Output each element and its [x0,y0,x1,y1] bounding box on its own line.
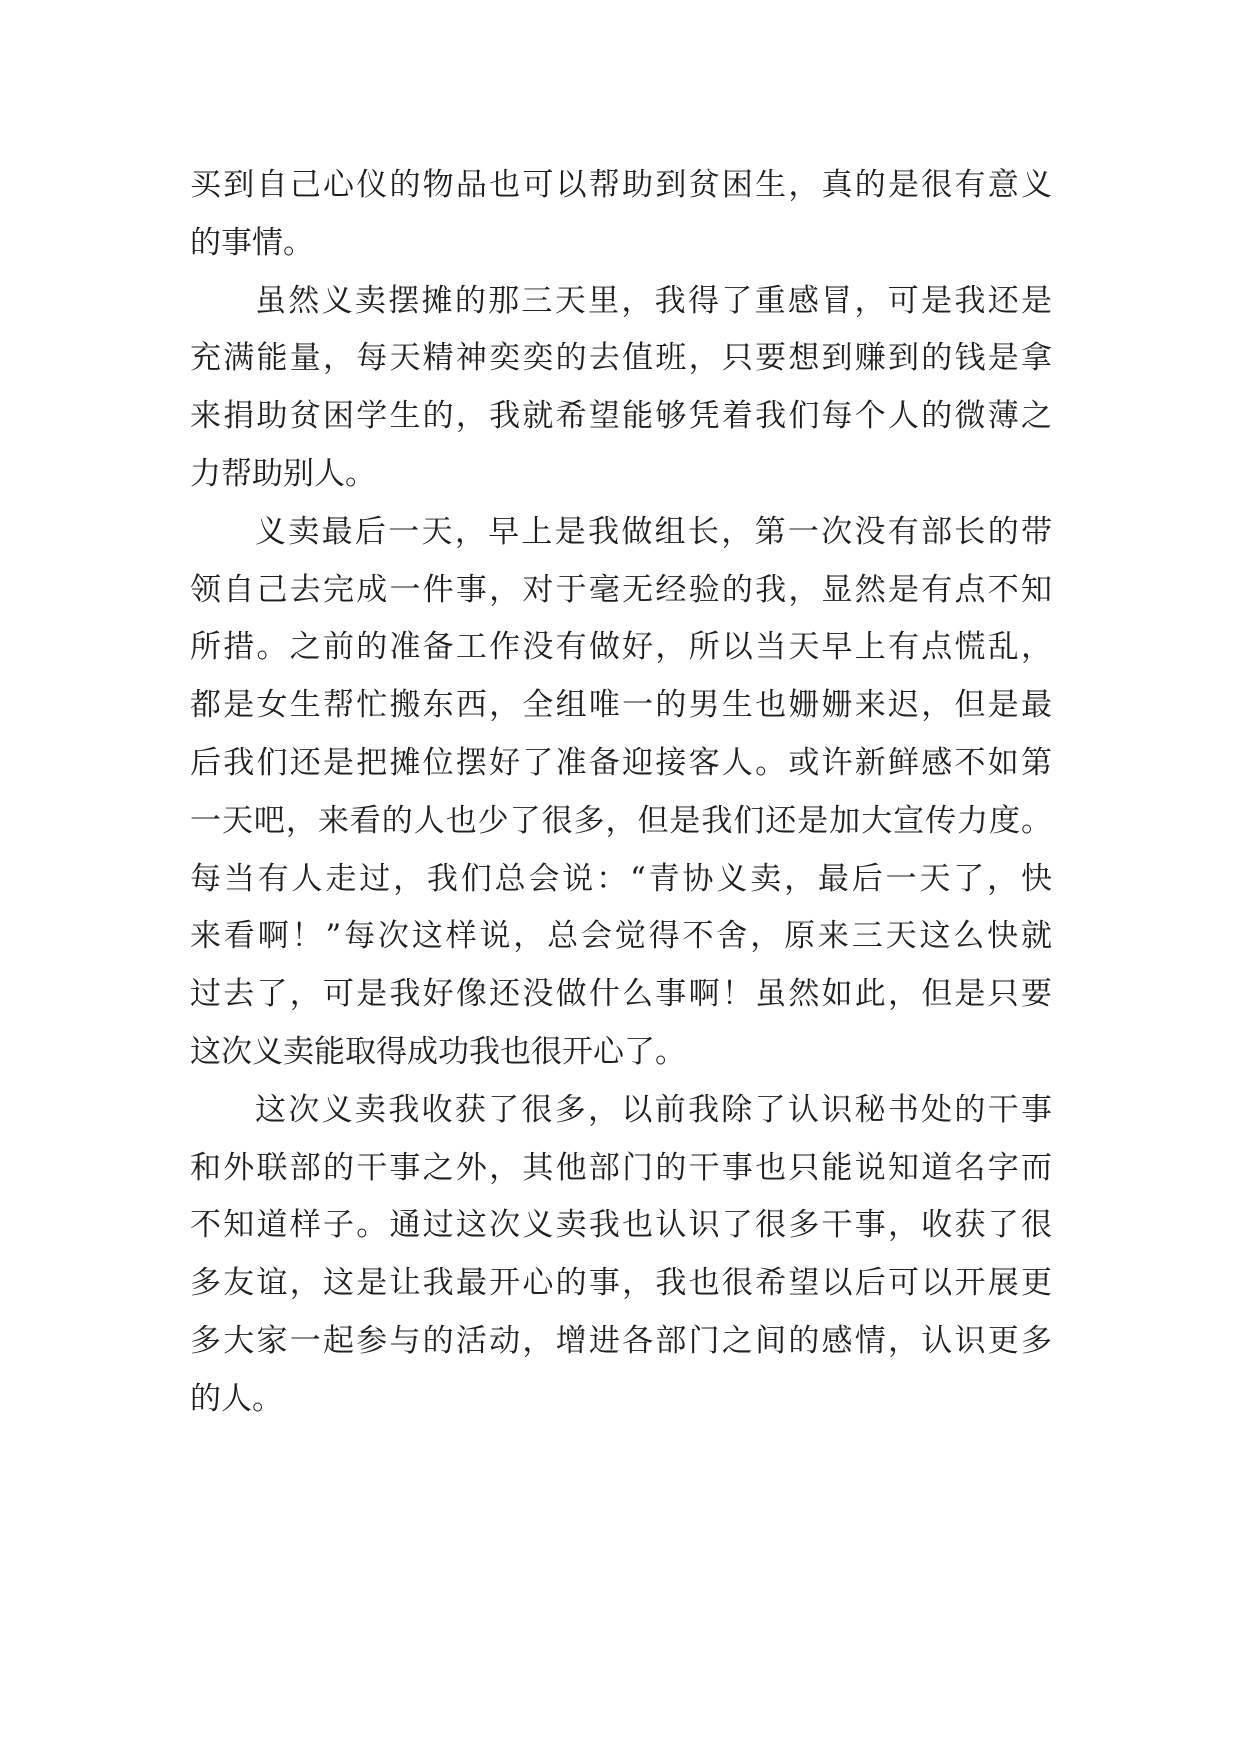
text-line: 和外联部的干事之外，其他部门的干事也只能说知道名字而 [190,1149,1052,1186]
text-line: 来捐助贫困学生的，我就希望能够凭着我们每个人的微薄之 [190,398,1052,435]
text-line: 力帮助别人。 [190,455,376,492]
text-line: 来看啊！”每次这样说，总会觉得不舍，原来三天这么快就 [190,918,1052,955]
text-line: 过去了，可是我好像还没做什么事啊！虽然如此，但是只要 [190,976,1052,1013]
paragraph-first-line: 虽然义卖摆摊的那三天里，我得了重感冒，可是我还是 [255,282,1052,319]
text-line: 一天吧，来看的人也少了很多，但是我们还是加大宣传力度。 [190,802,1052,839]
text-line: 这次义卖能取得成功我也很开心了。 [190,1033,686,1070]
text-line: 多大家一起参与的活动，增进各部门之间的感情，认识更多 [190,1322,1052,1359]
text-line: 每当有人走过，我们总会说：“青协义卖，最后一天了，快 [190,860,1052,897]
document-body [190,157,1052,1429]
text-line: 充满能量，每天精神奕奕的去值班，只要想到赚到的钱是拿 [190,340,1052,377]
text-line: 所措。之前的准备工作没有做好，所以当天早上有点慌乱， [190,629,1052,666]
text-line: 的人。 [190,1380,283,1417]
text-line: 多友谊，这是让我最开心的事，我也很希望以后可以开展更 [190,1265,1052,1302]
text-line: 不知道样子。通过这次义卖我也认识了很多干事，收获了很 [190,1207,1052,1244]
paragraph-first-line: 这次义卖我收获了很多，以前我除了认识秘书处的干事 [255,1091,1052,1128]
paragraph-first-line: 义卖最后一天，早上是我做组长，第一次没有部长的带 [255,513,1052,550]
text-line: 的事情。 [190,224,314,261]
text-line: 后我们还是把摊位摆好了准备迎接客人。或许新鲜感不如第 [190,744,1052,781]
text-line: 领自己去完成一件事，对于毫无经验的我，显然是有点不知 [190,571,1052,608]
text-line: 买到自己心仪的物品也可以帮助到贫困生，真的是很有意义 [190,167,1052,203]
text-line: 都是女生帮忙搬东西，全组唯一的男生也姗姗来迟，但是最 [190,687,1052,724]
